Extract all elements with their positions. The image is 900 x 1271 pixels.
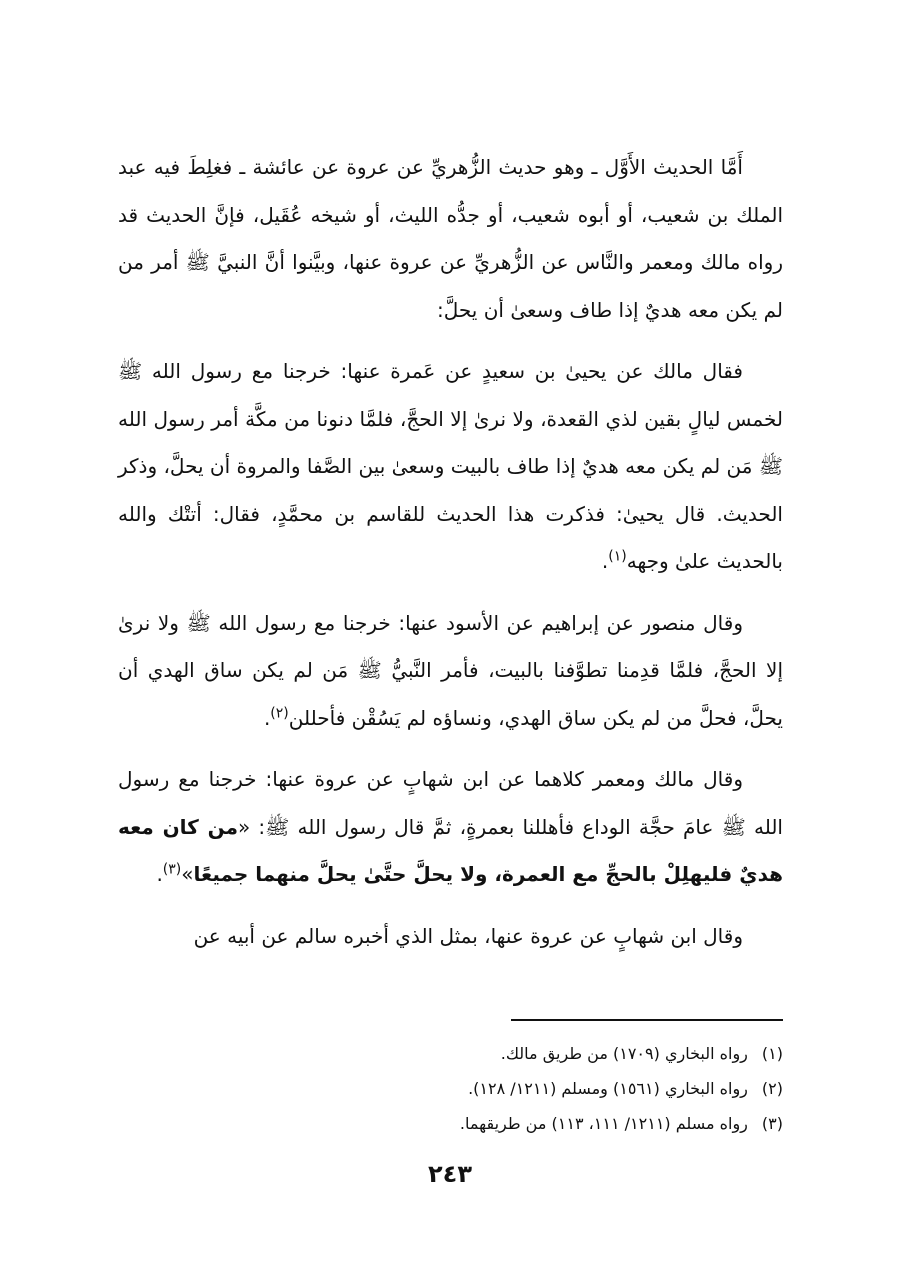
- footnote-text: رواه مسلم (١٢١١/ ١١١، ١١٣) من طريقهما.: [459, 1114, 748, 1133]
- footnote-divider: [511, 1019, 783, 1021]
- footnote-ref-2[interactable]: (٢): [270, 704, 289, 721]
- paragraph-5-text: وقال ابن شهابٍ عن عروة عنها، بمثل الذي أخبره سالم عن أبيه عن: [193, 923, 743, 948]
- footnote-3: [118, 1106, 783, 1141]
- quote-close: »: [181, 862, 194, 886]
- paragraph-2-end: .: [601, 549, 609, 573]
- paragraph-1-text: أَمَّا الحديث الأَوَّل ـ وهو حديث الزُّهريِّ عن عروة عن عائشة ـ فغلِطَ فيه عبد الملك بن شعيب، أو أبوه شعيب، أو جدُّه الليث، أو شيخه عُقَيل، فإنَّ الحديث قد رواه مالك ومعمر والنَّاس عن الزُّهريِّ عن عروة عنها، وبيَّنوا أنَّ النبيَّ ﷺ أمر من لم يكن معه هديٌ إذا طاف وسعىٰ أن يحلَّ:: [118, 155, 783, 322]
- footnotes: [118, 1036, 783, 1141]
- footnote-2: [118, 1071, 783, 1106]
- footnote-ref-3[interactable]: (٣): [162, 861, 182, 878]
- footnote-1: [118, 1036, 783, 1071]
- footnote-number: (٣): [761, 1114, 783, 1133]
- footnote-ref-1[interactable]: (١): [608, 548, 627, 565]
- paragraph-4-text: وقال مالك ومعمر كلاهما عن ابن شهابٍ عن عروة عنها: خرجنا مع رسول الله ﷺ عامَ حجَّة الوداع فأهللنا بعمرةٍ، ثمَّ قال رسول الله ﷺ: «: [118, 767, 783, 839]
- footnote-text: رواه البخاري (١٧٠٩) من طريق مالك.: [500, 1044, 748, 1063]
- paragraph-3-end: .: [263, 705, 271, 730]
- footnote-text: رواه البخاري (١٥٦١) ومسلم (١٢١١/ ١٢٨).: [468, 1079, 748, 1098]
- hadith-quote: من كان معه هديٌ فليهلِلْ بالحجِّ مع العمرة، ولا يحلَّ حتَّىٰ يحلَّ منهما جميعًا: [118, 814, 783, 886]
- paragraph-3: [118, 600, 783, 743]
- paragraph-1: [118, 144, 783, 334]
- paragraph-3-text: وقال منصور عن إبراهيم عن الأسود عنها: خرجنا مع رسول الله ﷺ ولا نرىٰ إلا الحجَّ، فلمَّا قدِمنا تطوَّفنا بالبيت، فأمر النَّبيُّ ﷺ مَن لم يكن ساق الهدي أن يحلَّ، فحلَّ من لم يكن ساق الهدي، ونساؤه لم يَسُقْن فأحللن: [118, 610, 783, 730]
- paragraph-2-text: فقال مالك عن يحيىٰ بن سعيدٍ عن عَمرة عنها: خرجنا مع رسول الله ﷺ لخمس ليالٍ بقين لذي القعدة، ولا نرىٰ إلا الحجَّ، فلمَّا دنونا من مكَّة أمر رسول الله ﷺ مَن لم يكن معه هديٌ إذا طاف بالبيت وسعىٰ بين الصَّفا والمروة أن يحلَّ، وذكر الحديث. قال يحيىٰ: فذكرت هذا الحديث للقاسم بن محمَّدٍ، فقال: أتتْك والله بالحديث علىٰ وجهه: [118, 359, 783, 573]
- footnote-number: (٢): [761, 1079, 783, 1098]
- paragraph-4-end: .: [156, 862, 163, 886]
- page-number: ٢٤٣: [428, 1160, 472, 1188]
- footnote-number: (١): [761, 1044, 783, 1063]
- main-text: [118, 144, 783, 974]
- paragraph-2: [118, 348, 783, 586]
- paragraph-4: [118, 756, 783, 899]
- paragraph-5: [118, 913, 783, 961]
